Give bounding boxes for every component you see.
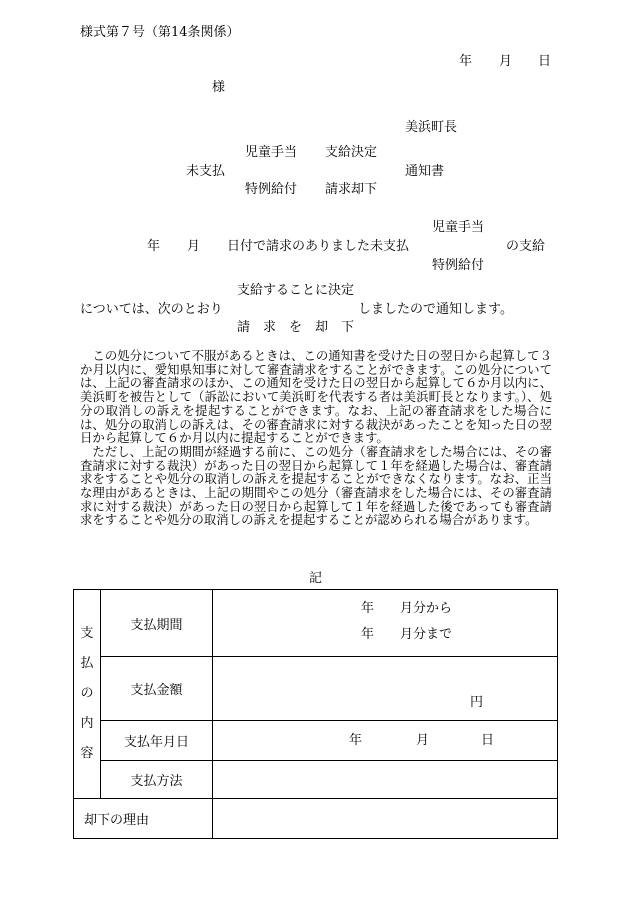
claim-year-label: 年 — [147, 239, 161, 254]
date-month-label: 月 — [499, 54, 513, 69]
payment-date-label: 支払年月日 — [101, 721, 213, 761]
issuer-name: 美浜町長 — [405, 120, 458, 135]
payment-amount-unit: 円 — [470, 695, 484, 710]
appeal-notice — [80, 349, 552, 527]
payment-details-table — [73, 589, 558, 839]
form-label: 様式第７号（第14条関係） — [80, 25, 240, 40]
payment-period-from: 年 月分から — [361, 601, 453, 616]
claim-text: 日付で請求のありました未支払 — [227, 239, 410, 254]
claim-month-label: 月 — [187, 239, 201, 254]
payment-date-day: 日 — [481, 733, 495, 748]
appeal-notice-paragraph-2: ただし、上記の期間が経過する前に、この処分（審査請求をした場合には、その審査請求に対する裁決）があった日の翌日から起算して１年を経過した場合は、審査請求をすることや処分の取消しの訴えを提起することができなくなります。なお、正当な理由があるときは、上記の期間やこの処分（審査請求をした場合には、その審査請求に対する裁決）があった日の翌日から起算して１年を経過した後であっても審査請求をすることや処分の取消しの訴えを提起することが認められる場合があります。 — [80, 443, 552, 528]
payment-date-month: 月 — [416, 733, 430, 748]
payment-date-value[interactable] — [213, 721, 558, 761]
decision-prefix: については、次のとおり — [80, 302, 223, 317]
rejection-reason-label: 却下の理由 — [74, 799, 213, 839]
title-unpaid-label: 未支払 — [186, 164, 226, 179]
payment-method-value[interactable] — [213, 761, 558, 799]
decision-suffix: しましたので通知します。 — [358, 302, 513, 317]
title-notice-label: 通知書 — [405, 164, 445, 179]
payment-period-label: 支払期間 — [101, 590, 213, 657]
claim-option-special-benefit: 特例給付 — [432, 258, 485, 273]
claim-option-child-allowance: 児童手当 — [432, 220, 485, 235]
payment-amount-value[interactable] — [213, 657, 558, 721]
record-heading: 記 — [309, 571, 323, 586]
appeal-notice-paragraph-1: この処分について不服があるときは、この通知書を受けた日の翌日から起算して３か月以内に、愛知県知事に対して審査請求をすることができます。この処分については、上記の審査請求のほか、この通知を受けた日の翌日から起算して６か月以内に、美浜町を被告として（訴訟において美浜町を代表する者は美浜町長となります。）、処分の取消しの訴えを提起することができます。なお、上記の審査請求をした場合には、処分の取消しの訴えは、その審査請求に対する裁決があったことを知った日の翌日から起算して６か月以内に提起することができます。 — [80, 348, 552, 446]
claim-suffix: の支給 — [506, 239, 546, 254]
decision-option-payment: 支給することに決定 — [237, 283, 355, 298]
date-day-label: 日 — [538, 54, 552, 69]
decision-option-rejection: 請 求 を 却 下 — [237, 320, 355, 335]
payment-amount-label: 支払金額 — [101, 657, 213, 721]
title-option-claim-rejection: 請求却下 — [325, 182, 378, 197]
payment-period-to: 年 月分まで — [361, 627, 453, 642]
title-option-special-benefit: 特例給付 — [245, 182, 298, 197]
payment-contents-label: 支 払 の 内 容 — [74, 590, 101, 799]
addressee-suffix: 様 — [212, 80, 226, 95]
rejection-reason-value[interactable] — [213, 799, 558, 839]
payment-date-year: 年 — [349, 733, 363, 748]
payment-method-label: 支払方法 — [101, 761, 213, 799]
date-year-label: 年 — [459, 54, 473, 69]
title-option-payment-decision: 支給決定 — [325, 145, 378, 160]
title-option-child-allowance: 児童手当 — [245, 145, 298, 160]
payment-period-value[interactable] — [213, 590, 558, 657]
